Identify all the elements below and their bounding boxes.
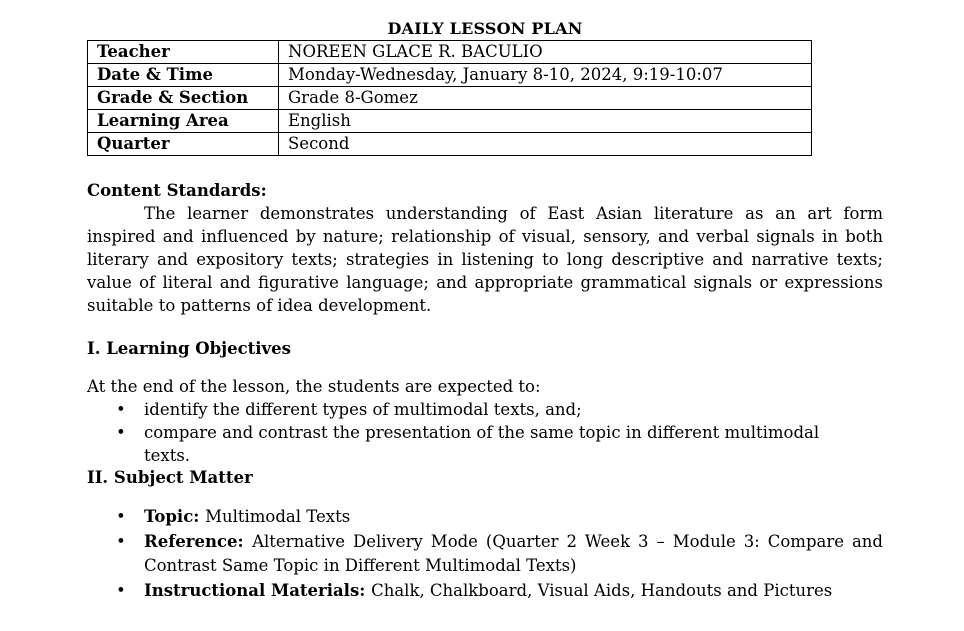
row-label: Grade & Section	[88, 87, 279, 110]
row-label: Learning Area	[88, 110, 279, 133]
table-row	[88, 110, 812, 133]
lesson-info-table	[87, 40, 812, 156]
learning-objectives-intro: At the end of the lesson, the students are expected to:	[87, 377, 541, 396]
item-label: Instructional Materials:	[144, 581, 372, 600]
item-value: Alternative Delivery Mode (Quarter 2 Week 3 – Module 3: Compare and Contrast Same Topic in Different Multimodal Texts)	[144, 532, 883, 575]
list-item	[87, 505, 883, 529]
bullet-icon: •	[116, 423, 126, 442]
document-title: DAILY LESSON PLAN	[387, 19, 583, 38]
row-value: Grade 8-Gomez	[279, 87, 812, 110]
table-row	[88, 41, 812, 64]
list-item	[87, 530, 883, 578]
table-row	[88, 133, 812, 156]
list-item	[87, 579, 883, 603]
learning-objectives-list	[87, 398, 827, 467]
item-label: Reference:	[144, 532, 253, 551]
bullet-icon: •	[116, 581, 126, 600]
row-value: English	[279, 110, 812, 133]
row-label: Date & Time	[88, 64, 279, 87]
subject-matter-list	[87, 505, 883, 604]
row-value: NOREEN GLACE R. BACULIO	[279, 41, 812, 64]
item-label: Topic:	[144, 507, 206, 526]
content-standards-heading: Content Standards:	[87, 181, 267, 200]
learning-objectives-heading: I. Learning Objectives	[87, 339, 291, 358]
list-item	[87, 421, 827, 467]
list-item	[87, 398, 827, 421]
table-row	[88, 64, 812, 87]
objective-text: identify the different types of multimodal texts, and;	[144, 400, 582, 419]
row-label: Quarter	[88, 133, 279, 156]
table-row	[88, 87, 812, 110]
row-value: Second	[279, 133, 812, 156]
bullet-icon: •	[116, 400, 126, 419]
row-value: Monday-Wednesday, January 8-10, 2024, 9:19-10:07	[279, 64, 812, 87]
content-standards-body: The learner demonstrates understanding of East Asian literature as an art form inspired and influenced by nature; relationship of visual, sensory, and verbal signals in both literary and expository texts; strategies in listening to long descriptive and narrative texts; value of literal and figurative language; and appropriate grammatical signals or expressions suitable to patterns of idea development.	[87, 204, 883, 315]
row-label: Teacher	[88, 41, 279, 64]
bullet-icon: •	[116, 507, 126, 526]
item-value: Chalk, Chalkboard, Visual Aids, Handouts and Pictures	[371, 581, 833, 600]
objective-text: compare and contrast the presentation of the same topic in different multimodal texts.	[144, 423, 820, 465]
bullet-icon: •	[116, 532, 126, 551]
item-value: Multimodal Texts	[205, 507, 351, 526]
subject-matter-heading: II. Subject Matter	[87, 468, 253, 487]
